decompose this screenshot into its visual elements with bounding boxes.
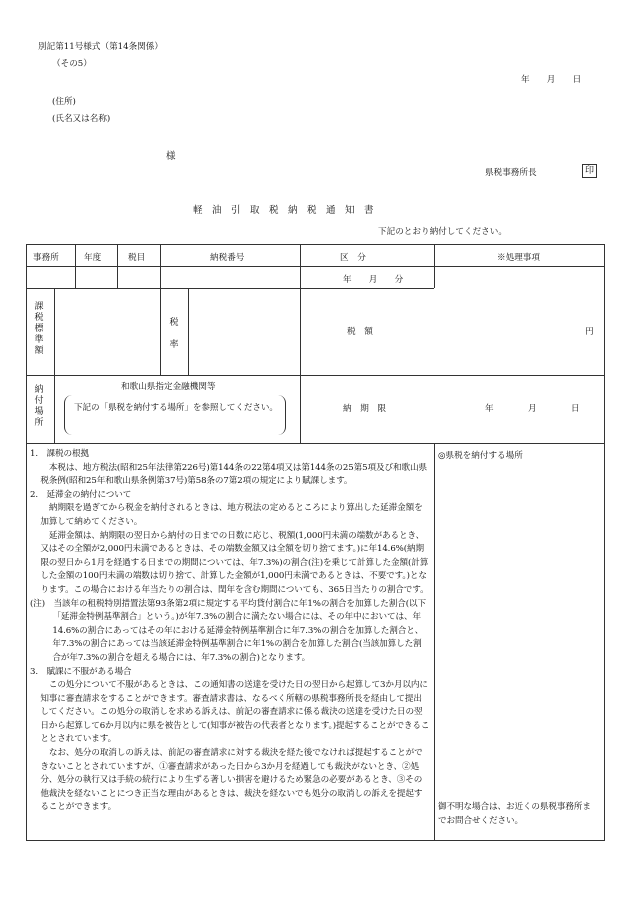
honorific: 様	[166, 151, 176, 162]
payment-place-note: 下記の「県税を納付する場所」を参照してください。	[74, 403, 278, 413]
s2-p2: 延滞金額は、納期限の翌日から納付の日までの日数に応じ、税額(1,000円未満の端数があるとき、又はその全額が2,000円未満であるときは、その端数金額又は全額を切り捨てます。)に年14.6%(納期限の翌日から1月を経過する日までの期間については、年7.3%)の割合(注)を乗じて計算した金額(計算した金額の100円未満の端数は切り捨て、計算した金額が1,000円未満であるときは、不要です。)となります。この場合における年当たりの割合は、閏年を含む期間についても、365日当たりの割合です。	[40, 530, 429, 595]
due-date-label: 納 期 限	[343, 404, 386, 414]
s3-p2: なお、処分の取消しの訴えは、前記の審査請求に対する裁決を経た後でなければ提起することができないこととされていますが、①審査請求があった日から3か月を経過しても裁決がないとき、②処分、処分の執行又は手続の続行により生ずる著しい損害を避けるため緊急の必要があるとき、③その他裁決を経ないことにつき正当な理由があるときは、裁決を経ないでも処分の取消しの訴えを提起することができます。	[40, 748, 423, 813]
payment-place-bank: 和歌山県指定金融機関等	[121, 382, 216, 392]
tax-amount-label: 税 額	[347, 327, 373, 337]
s1-body: 本税は、地方税法(昭和25年法律第226号)第144条の22第4項又は第144条の25第5項及び和歌山県税条例(昭和25年和歌山県条例第37号)第58条の7第2項の規定により賦課します。	[40, 462, 427, 487]
right-footer: 御不明な場合は、お近くの県税事務所までお問合せください。	[438, 802, 591, 826]
sub-number: （その5）	[52, 59, 92, 69]
intro-text: 下記のとおり納付してください。	[378, 227, 507, 237]
header-category: 区 分	[340, 253, 366, 263]
s2-p1: 納期限を過ぎてから税金を納付されるときは、地方税法の定めるところにより算出した延滞金額を加算して納めてください。	[40, 503, 423, 527]
s3-p1: この処分について不服があるときは、この通知書の送達を受けた日の翌日から起算して3か月以内に知事に審査請求をすることができます。審査請求書は、なるべく所轄の県税事務所長を経由して提出してください。この処分の取消しを求める訴えは、前記の審査請求に係る裁決の送達を受けた日の翌日から起算して6か月以内に県を被告として(知事が被告の代表者となります。)提起することができることとされています。	[40, 680, 430, 745]
s1-title: 1. 課税の根拠	[30, 449, 89, 459]
note-bracket	[64, 395, 286, 435]
yen-unit: 円	[585, 327, 594, 337]
name-label: (氏名又は名称)	[52, 114, 111, 124]
date-line: 年 月 日	[521, 75, 582, 85]
seal-mark: 印	[582, 164, 597, 178]
header-tax-item: 税目	[128, 253, 146, 263]
header-processing: ※処理事項	[497, 253, 540, 263]
header-office: 事務所	[33, 253, 59, 263]
form-title: 別記第11号様式（第14条関係）	[38, 42, 163, 52]
header-year: 年度	[84, 253, 102, 263]
issuer: 県税事務所長	[485, 168, 537, 178]
payment-place-label: 納付場所	[34, 385, 44, 428]
s2-note: (注) 当該年の租税特別措置法第93条第2項に規定する平均貸付割合に年1%の割合を加算した割合(以下「延滞金特例基準割合」という。)が年7.3%の割合に満たない場合には、その年中においては、年14.6%の割合にあってはその年における延滞金特例基準割合に年7.3%の割合を加算した割合と、年7.3%の割合にあっては当該延滞金特例基準割合に年1%の割合を加算した割合(当該加算した割合が年7.3%の割合を超える場合には、年7.3%の割合)となります。	[30, 598, 427, 663]
notes-section	[30, 448, 430, 815]
right-title: ◎県税を納付する場所	[438, 451, 523, 461]
header-tax-number: 納税番号	[210, 253, 245, 263]
s3-title: 3. 賦課に不服がある場合	[30, 666, 132, 677]
s2-title: 2. 延滞金の納付について	[30, 489, 132, 500]
document-title: 軽 油 引 取 税 納 税 通 知 書	[193, 205, 374, 216]
tax-rate-label: 税 率	[169, 318, 188, 350]
period-row: 年 月 分	[343, 275, 404, 285]
due-date-value: 年 月 日	[485, 404, 580, 414]
address-label: (住所)	[52, 97, 76, 107]
tax-base-label: 課税標準額	[34, 302, 44, 356]
